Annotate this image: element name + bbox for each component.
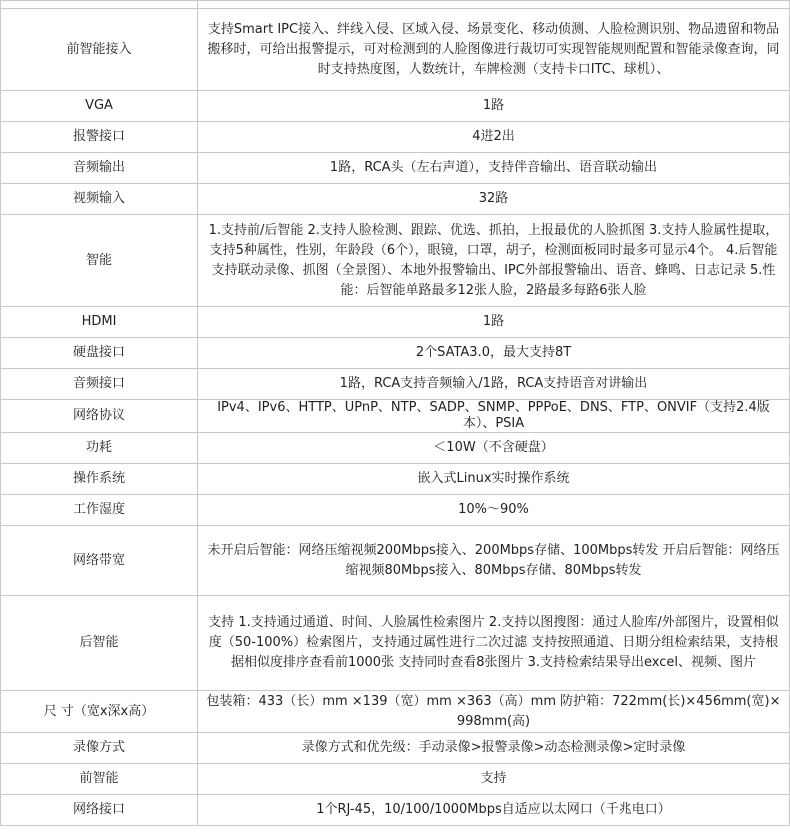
spec-value: 32路 xyxy=(198,184,790,215)
table-row xyxy=(1,153,790,184)
spec-value: 未开启后智能：网络压缩视频200Mbps接入、200Mbps存储、100Mbps转发 开启后智能：网络压缩视频80Mbps接入、80Mbps存储、80Mbps转发 xyxy=(198,526,790,596)
table-row xyxy=(1,795,790,826)
spec-label: 操作系统 xyxy=(1,464,198,495)
spec-value: 1个RJ-45，10/100/1000Mbps自适应以太网口（千兆电口） xyxy=(198,795,790,826)
spec-label: 视频输入 xyxy=(1,184,198,215)
spec-label: 前智能 xyxy=(1,764,198,795)
spec-value: 10%～90% xyxy=(198,495,790,526)
table-cell-empty xyxy=(198,1,790,9)
spec-label: 前智能接入 xyxy=(1,9,198,91)
table-row xyxy=(1,526,790,596)
table-row xyxy=(1,495,790,526)
spec-label: 硬盘接口 xyxy=(1,338,198,369)
spec-value: 4进2出 xyxy=(198,122,790,153)
spec-label: 音频输出 xyxy=(1,153,198,184)
spec-label: 工作湿度 xyxy=(1,495,198,526)
spec-label: 网络带宽 xyxy=(1,526,198,596)
spec-value: 包装箱：433（长）mm ×139（宽）mm ×363（高）mm 防护箱：722mm(长)×456mm(宽)×998mm(高) xyxy=(198,691,790,733)
spec-label: 尺 寸（宽x深x高） xyxy=(1,691,198,733)
spec-value: 支持 1.支持通过通道、时间、人脸属性检索图片 2.支持以图搜图：通过人脸库/外部图片，设置相似度（50-100%）检索图片，支持通过属性进行二次过滤 支持按照通道、日期分组检索结果，支持根据相似度排序查看前1000张 支持同时查看8张图片 3.支持检索结果导出excel、视频、图片 xyxy=(198,596,790,691)
table-row xyxy=(1,9,790,91)
spec-label: 录像方式 xyxy=(1,733,198,764)
table-row xyxy=(1,369,790,400)
spec-value: IPv4、IPv6、HTTP、UPnP、NTP、SADP、SNMP、PPPoE、DNS、FTP、ONVIF（支持2.4版本）、PSIA xyxy=(198,400,790,433)
spec-label: VGA xyxy=(1,91,198,122)
spec-label: 智能 xyxy=(1,215,198,307)
spec-value: 2个SATA3.0，最大支持8T xyxy=(198,338,790,369)
spec-value: 1路 xyxy=(198,91,790,122)
table-row xyxy=(1,464,790,495)
table-row xyxy=(1,184,790,215)
table-row xyxy=(1,307,790,338)
table-row xyxy=(1,733,790,764)
table-row xyxy=(1,433,790,464)
spec-value: 录像方式和优先级：手动录像>报警录像>动态检测录像>定时录像 xyxy=(198,733,790,764)
table-cell-empty xyxy=(1,1,198,9)
spec-label: 后智能 xyxy=(1,596,198,691)
table-row xyxy=(1,122,790,153)
spec-value: ＜10W（不含硬盘） xyxy=(198,433,790,464)
table-row xyxy=(1,338,790,369)
table-row xyxy=(1,764,790,795)
spec-value: 支持 xyxy=(198,764,790,795)
spec-value: 1.支持前/后智能 2.支持人脸检测、跟踪、优选、抓拍，上报最优的人脸抓图 3.支持人脸属性提取，支持5种属性，性别，年龄段（6个），眼镜，口罩，胡子，检测面板同时最多可显示4个。 4.后智能支持联动录像、抓图（全景图）、本地外报警输出、IPC外部报警输出、语音、蜂鸣、日志记录 5.性能：后智能单路最多12张人脸，2路最多每路6张人脸 xyxy=(198,215,790,307)
table-row xyxy=(1,596,790,691)
spec-label: 网络接口 xyxy=(1,795,198,826)
spec-value: 嵌入式Linux实时操作系统 xyxy=(198,464,790,495)
table-row xyxy=(1,91,790,122)
spec-label: 功耗 xyxy=(1,433,198,464)
spec-value: 支持Smart IPC接入、绊线入侵、区域入侵、场景变化、移动侦测、人脸检测识别、物品遗留和物品搬移时，可给出报警提示，可对检测到的人脸图像进行裁切可实现智能规则配置和智能录像查询，同时支持热度图，人数统计，车牌检测（支持卡口ITC、球机）、 xyxy=(198,9,790,91)
table-row xyxy=(1,400,790,433)
table-row-top-strip xyxy=(1,1,790,9)
spec-value: 1路，RCA头（左右声道），支持伴音输出、语音联动输出 xyxy=(198,153,790,184)
spec-value: 1路 xyxy=(198,307,790,338)
spec-label: 音频接口 xyxy=(1,369,198,400)
spec-value: 1路，RCA支持音频输入/1路，RCA支持语音对讲输出 xyxy=(198,369,790,400)
spec-label: HDMI xyxy=(1,307,198,338)
spec-label: 报警接口 xyxy=(1,122,198,153)
spec-label: 网络协议 xyxy=(1,400,198,433)
table-row xyxy=(1,215,790,307)
table-row xyxy=(1,691,790,733)
